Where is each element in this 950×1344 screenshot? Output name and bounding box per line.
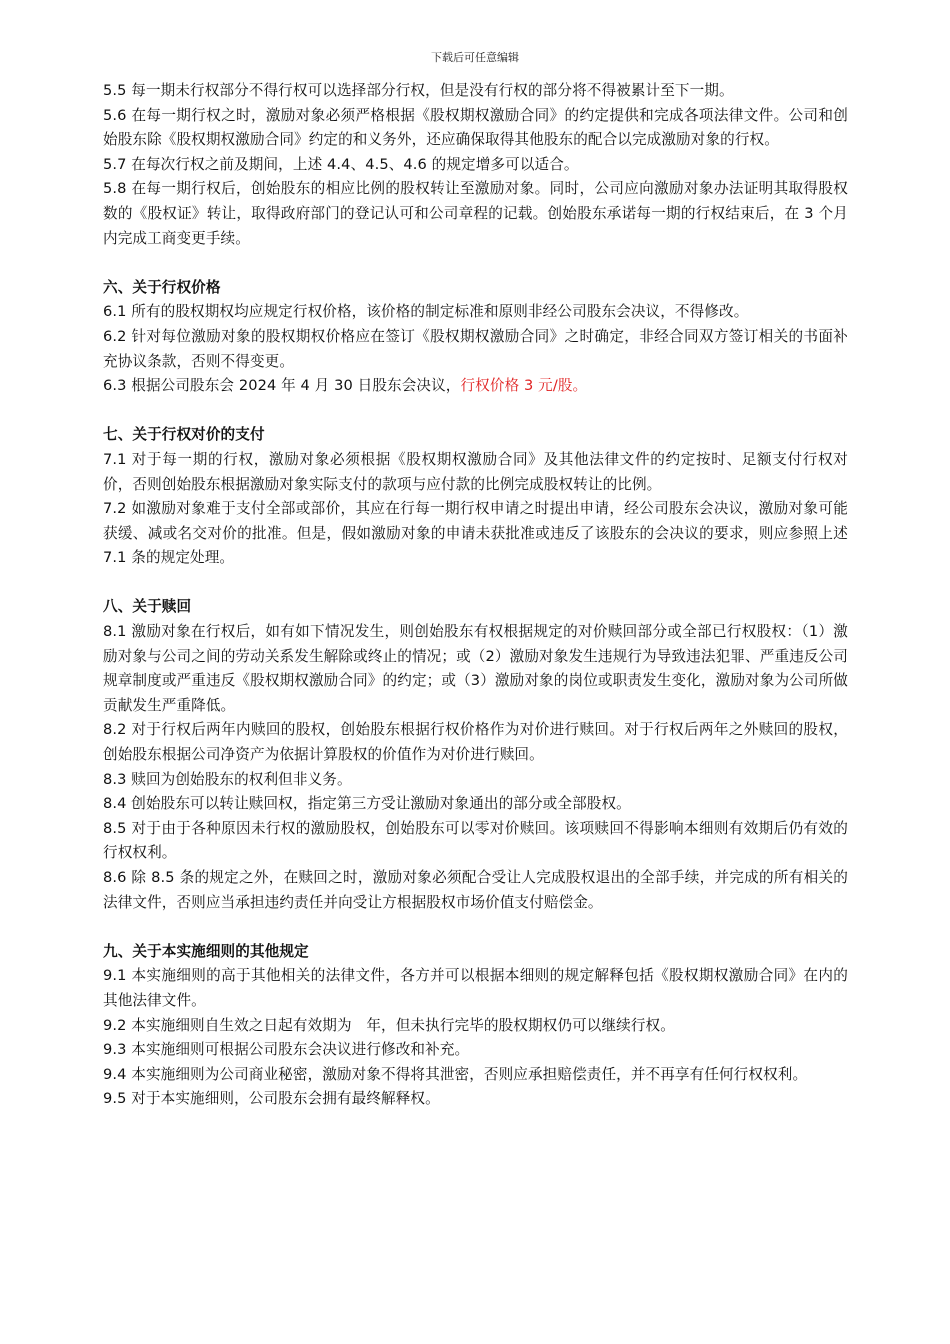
exercise-price-highlight: 行权价格 3 元/股。 xyxy=(460,377,588,395)
clause-6-2: 6.2 针对每位激励对象的股权期权价格应在签订《股权期权激励合同》之时确定，非经合同双方签订相关的书面补充协议条款，否则不得变更。 xyxy=(103,327,848,370)
clause-8-3: 8.3 赎回为创始股东的权利但非义务。 xyxy=(103,770,352,788)
clause-6-1: 6.1 所有的股权期权均应规定行权价格，该价格的制定标准和原则非经公司股东会决议，不得修改。 xyxy=(103,303,749,321)
clause-6-3-text: 6.3 根据公司股东会 2024 年 4 月 30 日股东会决议， xyxy=(103,377,461,395)
clause-8-2: 8.2 对于行权后两年内赎回的股权，创始股东根据行权价格作为对价进行赎回。对于行权后两年之外赎回的股权，创始股东根据公司净资产为依据计算股权的价值作为对价进行赎回。 xyxy=(103,721,848,764)
section-title-7: 七、关于行权对价的支付 xyxy=(103,426,265,444)
section-redemption xyxy=(103,595,848,915)
section-exercise-price xyxy=(103,276,848,399)
clause-5-5: 5.5 每一期未行权部分不得行权可以选择部分行权，但是没有行权的部分将不得被累计至下一期。 xyxy=(103,82,734,99)
clause-5-6: 5.6 在每一期行权之时，激励对象必须严格根据《股权期权激励合同》的约定提供和完成各项法律文件。公司和创始股东除《股权期权激励合同》约定的和义务外，还应确保取得其他股东的配合以完成激励对象的行权。 xyxy=(103,106,848,149)
clause-8-6: 8.6 除 8.5 条的规定之外，在赎回之时，激励对象必须配合受让人完成股权退出的全部手续，并完成的所有相关的法律文件，否则应当承担违约责任并向受让方根据股权市场价值支付赔偿金。 xyxy=(103,869,848,911)
clause-5-8: 5.8 在每一期行权后，创始股东的相应比例的股权转让至激励对象。同时，公司应向激励对象办法证明其取得股权数的《股权证》转让，取得政府部门的登记认可和公司章程的记载。创始股东承诺每一期的行权结束后，在 3 个月内完成工商变更手续。 xyxy=(103,180,848,247)
section-title-9: 九、关于本实施细则的其他规定 xyxy=(103,942,309,960)
clause-9-5: 9.5 对于本实施细则，公司股东会拥有最终解释权。 xyxy=(103,1090,440,1108)
clause-5-7: 5.7 在每次行权之前及期间，上述 4.4、4.5、4.6 的规定增多可以适合。 xyxy=(103,155,579,173)
clause-9-2: 9.2 本实施细则自生效之日起有效期为 年，但未执行完毕的股权期权仍可以继续行权。 xyxy=(103,1016,675,1034)
clause-8-1: 8.1 激励对象在行权后，如有如下情况发生，则创始股东有权根据规定的对价赎回部分或全部已行权股权：（1）激励对象与公司之间的劳动关系发生解除或终止的情况；或（2）激励对象发生违规行为导致违法犯罪、严重违反公司规章制度或严重违反《股权期权激励合同》的约定；或（3）激励对象的岗位或职责发生变化，激励对象为公司所做贡献发生严重降低。 xyxy=(103,623,848,714)
clause-9-4: 9.4 本实施细则为公司商业秘密，激励对象不得将其泄密，否则应承担赔偿责任，并不再享有任何行权权利。 xyxy=(103,1065,808,1083)
clause-7-1: 7.1 对于每一期的行权，激励对象必须根据《股权期权激励合同》及其他法律文件的约定按时、足额支付行权对价，否则创始股东根据激励对象实际支付的款项与应付款的比例完成股权转让的比例。 xyxy=(103,450,848,493)
section-payment xyxy=(103,423,848,571)
page-header-note: 下载后可任意编辑 xyxy=(431,51,519,64)
section-other-provisions xyxy=(103,940,848,1112)
document-body xyxy=(103,79,848,1112)
clause-8-5: 8.5 对于由于各种原因未行权的激励股权，创始股东可以零对价赎回。该项赎回不得影响本细则有效期后仍有效的行权权利。 xyxy=(103,819,848,862)
clause-9-3: 9.3 本实施细则可根据公司股东会决议进行修改和补充。 xyxy=(103,1041,470,1059)
clause-9-1: 9.1 本实施细则的高于其他相关的法律文件，各方并可以根据本细则的规定解释包括《股权期权激励合同》在内的其他法律文件。 xyxy=(103,967,848,1009)
section-title-8: 八、关于赎回 xyxy=(103,598,192,616)
clause-7-2: 7.2 如激励对象难于支付全部或部价，其应在行每一期行权申请之时提出申请，经公司股东会决议，激励对象可能获缓、减或名交对价的批准。但是，假如激励对象的申请未获批准或违反了该股东的会决议的要求，则应参照上述 7.1 条的规定处理。 xyxy=(103,500,848,567)
intro-clauses xyxy=(103,79,848,251)
clause-8-4: 8.4 创始股东可以转让赎回权，指定第三方受让激励对象通出的部分或全部股权。 xyxy=(103,795,631,813)
section-title-6: 六、关于行权价格 xyxy=(103,278,221,296)
clause-6-3 xyxy=(103,374,848,399)
